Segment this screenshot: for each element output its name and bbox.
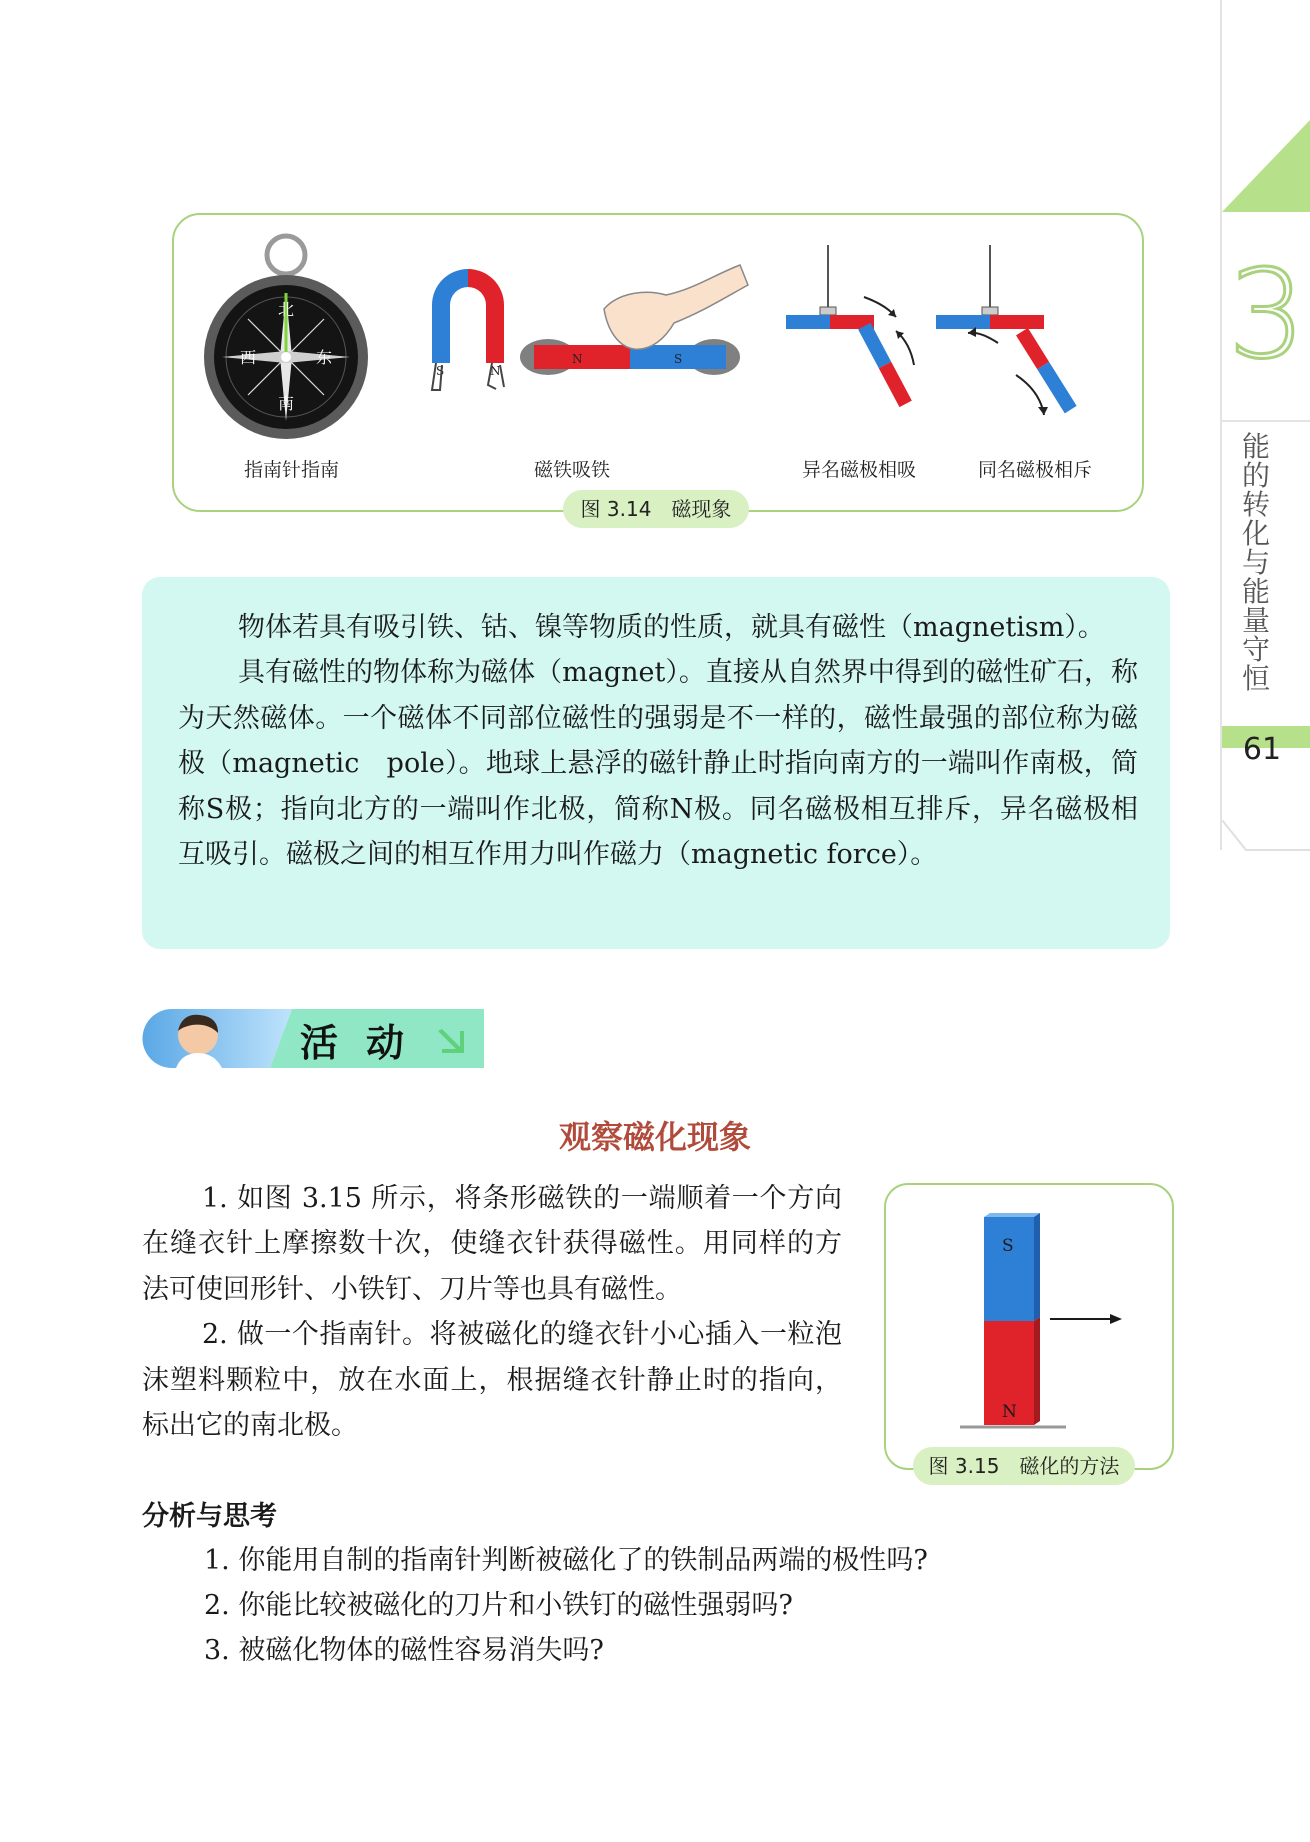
label-same-repel: 同名磁极相斥	[978, 459, 1093, 481]
activity-steps	[142, 1176, 842, 1448]
compass-west-mark: 西	[239, 348, 257, 367]
chapter-number: 3	[1228, 244, 1306, 386]
compass-east-mark: 东	[315, 348, 333, 367]
margin-divider	[1222, 420, 1310, 422]
figure-3-14-caption: 图 3.14 磁现象	[563, 490, 749, 528]
bar-magnet-n-mark: N	[572, 352, 583, 366]
activity-step-2: 2. 做一个指南针。将被磁化的缝衣针小心插入一粒泡沫塑料颗粒中，放在水面上，根据缝衣针静止时的指向，标出它的南北极。	[142, 1319, 842, 1442]
compass-illustration	[204, 236, 368, 439]
margin-tab-end	[1222, 820, 1310, 860]
compass-north-mark: 北	[277, 300, 295, 319]
definition-paragraph-1: 物体若具有吸引铁、钴、镍等物质的性质，就具有磁性（magnetism）。	[238, 612, 1105, 643]
figure-3-15-frame	[884, 1183, 1174, 1470]
figure-3-14-frame	[172, 213, 1144, 512]
label-magnet-attracts-iron: 磁铁吸铁	[534, 459, 611, 481]
bar-magnet-filings-illustration	[520, 265, 748, 375]
opposite-poles-attract-illustration	[786, 245, 914, 407]
fig315-n-mark: N	[1002, 1402, 1017, 1422]
analysis-heading: 分析与思考	[142, 1501, 277, 1532]
figure-3-15-caption: 图 3.15 磁化的方法	[913, 1447, 1135, 1485]
question-3: 3. 被磁化物体的磁性容易消失吗?	[204, 1635, 604, 1666]
activity-label: 活动	[300, 1021, 433, 1065]
page-number: 61	[1242, 732, 1282, 767]
u-magnet-illustration	[432, 269, 504, 390]
chapter-tab-triangle	[1222, 120, 1310, 212]
label-compass: 指南针指南	[244, 459, 340, 481]
magnetism-definition-box	[142, 577, 1170, 949]
fig315-s-mark: S	[1002, 1236, 1014, 1256]
figure-3-15-illustration	[886, 1185, 1172, 1468]
label-opposite-attract: 异名磁极相吸	[802, 459, 917, 481]
activity-title: 观察磁化现象	[558, 1118, 751, 1156]
u-magnet-n-mark: N	[490, 364, 501, 378]
question-2: 2. 你能比较被磁化的刀片和小铁钉的磁性强弱吗?	[204, 1590, 793, 1621]
same-poles-repel-illustration	[936, 245, 1077, 415]
activity-step-1: 1. 如图 3.15 所示，将条形磁铁的一端顺着一个方向在缝衣针上摩擦数十次，使缝衣针获得磁性。用同样的方法可使回形针、小铁钉、刀片等也具有磁性。	[142, 1183, 842, 1305]
definition-paragraph-2: 具有磁性的物体称为磁体（magnet）。直接从自然界中得到的磁性矿石，称为天然磁体。一个磁体不同部位磁性的强弱是不一样的，磁性最强的部位称为磁极（magnetic pole）。地球上悬浮的磁针静止时指向南方的一端叫作南极，简称S极；指向北方的一端叫作北极，简称N极。同名磁极相互排斥，异名磁极相互吸引。磁极之间的相互作用力叫作磁力（magnetic force）。	[178, 657, 1138, 871]
bar-magnet-s-mark: S	[674, 352, 683, 366]
chapter-title: 能的转化与能量守恒	[1241, 430, 1270, 695]
u-magnet-s-mark: S	[436, 364, 445, 378]
question-1: 1. 你能用自制的指南针判断被磁化了的铁制品两端的极性吗?	[204, 1545, 928, 1576]
compass-south-mark: 南	[277, 394, 295, 413]
definition-text	[178, 605, 1138, 877]
